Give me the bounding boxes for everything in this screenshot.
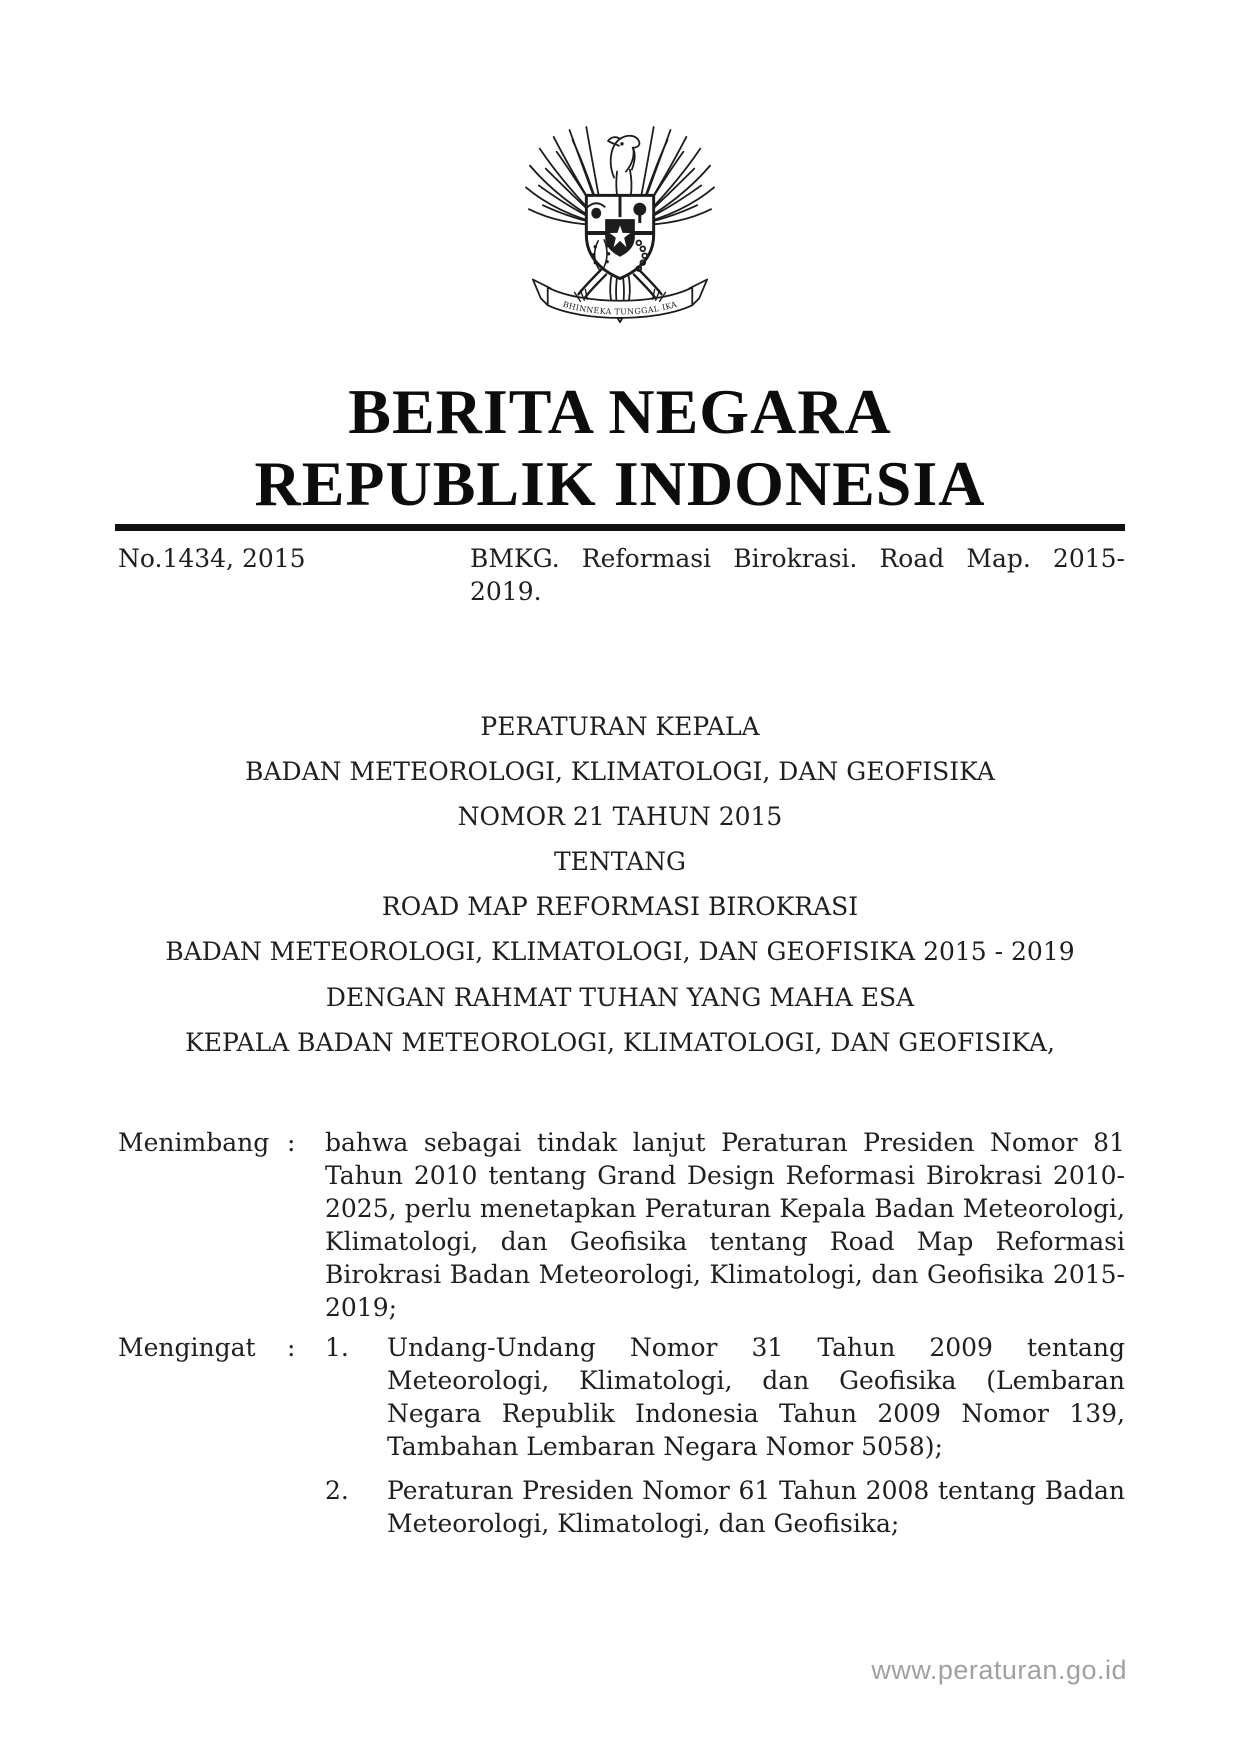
legal-basis-item-2: [325, 1474, 1125, 1540]
heading-line-6: BADAN METEOROLOGI, KLIMATOLOGI, DAN GEOFISIKA 2015 - 2019: [165, 937, 1075, 966]
legal-basis-label: Mengingat: [118, 1333, 256, 1362]
masthead-divider-rule: [115, 524, 1125, 531]
item-text: Undang-Undang Nomor 31 Tahun 2009 tentang Meteorologi, Klimatologi, dan Geofisika (Lembaran Negara Republik Indonesia Tahun 2009 Nomor 139, Tambahan Lembaran Negara Nomor 5058);: [387, 1333, 1125, 1461]
considerations-colon: :: [287, 1128, 296, 1157]
official-title-line: KEPALA BADAN METEOROLOGI, KLIMATOLOGI, DAN GEOFISIKA,: [185, 1028, 1055, 1057]
invocation-line: DENGAN RAHMAT TUHAN YANG MAHA ESA: [325, 983, 915, 1012]
considerations-section: [118, 1126, 1125, 1324]
regulation-heading: [115, 710, 1125, 1071]
legal-basis-section: [118, 1331, 1125, 1540]
masthead-title-line2: REPUBLIK INDONESIA: [254, 448, 986, 519]
considerations-label: Menimbang: [118, 1128, 270, 1157]
garuda-pancasila-emblem-art: [521, 124, 719, 334]
emblem-motto: BHINNEKA TUNGGAL IKA: [561, 299, 679, 317]
garuda-pancasila-emblem: [521, 124, 719, 334]
item-number: 1.: [325, 1333, 349, 1362]
heading-line-3: NOMOR 21 TAHUN 2015: [457, 802, 783, 831]
gazette-number: No.1434, 2015: [118, 544, 306, 573]
legal-basis-items: [325, 1331, 1125, 1540]
gazette-subject: BMKG. Reformasi Birokrasi. Road Map. 2015-2019.: [470, 544, 1125, 606]
website-watermark: www.peraturan.go.id: [871, 1655, 1127, 1685]
legal-basis-item-1: [325, 1331, 1125, 1463]
heading-line-2: BADAN METEOROLOGI, KLIMATOLOGI, DAN GEOFISIKA: [245, 757, 995, 786]
masthead: [0, 376, 1240, 520]
heading-line-4: TENTANG: [553, 847, 686, 876]
considerations-text: bahwa sebagai tindak lanjut Peraturan Presiden Nomor 81 Tahun 2010 tentang Grand Design Reformasi Birokrasi 2010-2025, perlu menetapkan Peraturan Kepala Badan Meteorologi, Klimatologi, dan Geofisika tentang Road Map Reformasi Birokrasi Badan Meteorologi, Klimatologi, dan Geofisika 2015-2019;: [325, 1128, 1125, 1322]
gazette-meta: [118, 542, 1125, 608]
masthead-title-line1: BERITA NEGARA: [348, 376, 892, 447]
legal-basis-colon: :: [287, 1333, 296, 1362]
heading-line-1: PERATURAN KEPALA: [480, 712, 760, 741]
heading-line-5: ROAD MAP REFORMASI BIROKRASI: [381, 892, 859, 921]
item-number: 2.: [325, 1476, 349, 1505]
item-text: Peraturan Presiden Nomor 61 Tahun 2008 tentang Badan Meteorologi, Klimatologi, dan Geofisika;: [387, 1476, 1125, 1538]
